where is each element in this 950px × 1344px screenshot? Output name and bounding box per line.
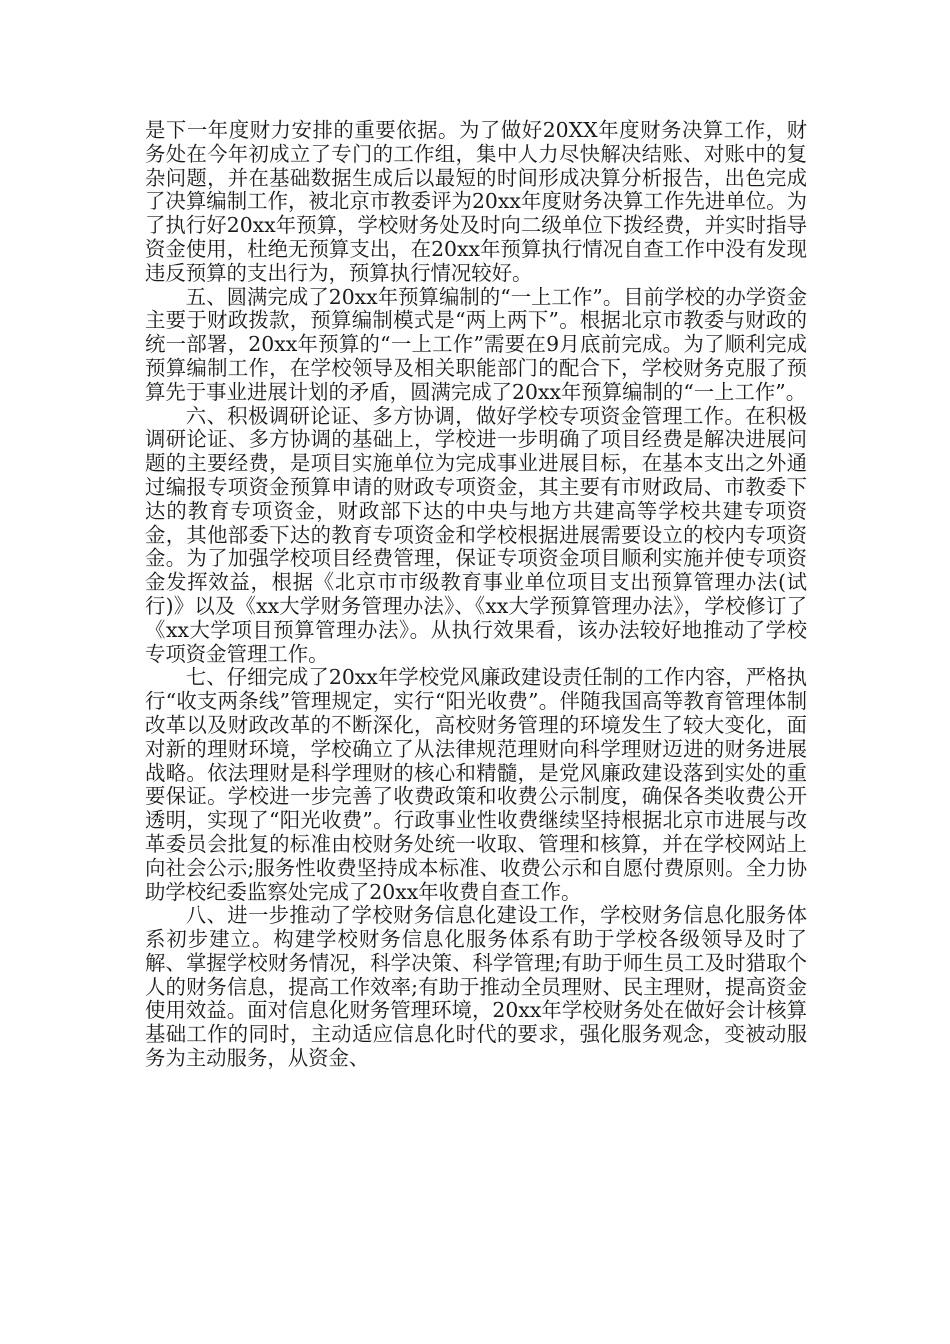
paragraph-section-six: 六、积极调研论证、多方协调，做好学校专项资金管理工作。在积极调研论证、多方协调的基础上，学校进一步明确了项目经费是解决进展问题的主要经费，是项目实施单位为完成事业进展目标，在基本支出之外通过编报专项资金预算申请的财政专项资金，其主要有市财政局、市教委下达的教育专项资金，财政部下达的中央与地方共建高等学校共建专项资金，其他部委下达的教育专项资金和学校根据进展需要设立的校内专项资金。为了加强学校项目经费管理，保证专项资金项目顺利实施并使专项资金发挥效益，根据《北京市市级教育事业单位项目支出预算管理办法(试行)》以及《xx大学财务管理办法》、《xx大学预算管理办法》，学校修订了《xx大学项目预算管理办法》。从执行效果看，该办法较好地推动了学校专项资金管理工作。	[145, 403, 807, 666]
document-body	[145, 119, 807, 1071]
paragraph-section-seven: 七、仔细完成了20xx年学校党风廉政建设责任制的工作内容，严格执行“收支两条线”管理规定，实行“阳光收费”。伴随我国高等教育管理体制改革以及财政改革的不断深化，高校财务管理的环境发生了较大变化，面对新的理财环境，学校确立了从法律规范理财向科学理财迈进的财务进展战略。依法理财是科学理财的核心和精髓，是党风廉政建设落到实处的重要保证。学校进一步完善了收费政策和收费公示制度，确保各类收费公开透明，实现了“阳光收费”。行政事业性收费继续坚持根据北京市进展与改革委员会批复的标准由校财务处统一收取、管理和核算，并在学校网站上向社会公示;服务性收费坚持成本标准、收费公示和自愿付费原则。全力协助学校纪委监察处完成了20xx年收费自查工作。	[145, 665, 807, 904]
paragraph-budget-final-accounts: 是下一年度财力安排的重要依据。为了做好20XX年度财务决算工作，财务处在今年初成立了专门的工作组，集中人力尽快解决结账、对账中的复杂问题，并在基础数据生成后以最短的时间形成决算分析报告，出色完成了决算编制工作，被北京市教委评为20xx年度财务决算工作先进单位。为了执行好20xx年预算，学校财务处及时向二级单位下拨经费，并实时指导资金使用，杜绝无预算支出，在20xx年预算执行情况自查工作中没有发现违反预算的支出行为，预算执行情况较好。	[145, 118, 807, 285]
paragraph-section-eight: 八、进一步推动了学校财务信息化建设工作，学校财务信息化服务体系初步建立。构建学校财务信息化服务体系有助于学校各级领导及时了解、掌握学校财务情况，科学决策、科学管理;有助于师生员工及时猎取个人的财务信息，提高工作效率;有助于推动全员理财、民主理财，提高资金使用效益。面对信息化财务管理环境，20xx年学校财务处在做好会计核算基础工作的同时，主动适应信息化时代的要求，强化服务观念，变被动服务为主动服务，从资金、	[145, 903, 807, 1071]
paragraph-section-five: 五、圆满完成了20xx年预算编制的“一上工作”。目前学校的办学资金主要于财政拨款，预算编制模式是“两上两下”。根据北京市教委与财政的统一部署，20xx年预算的“一上工作”需要在9月底前完成。为了顺利完成预算编制工作，在学校领导及相关职能部门的配合下，学校财务克服了预算先于事业进展计划的矛盾，圆满完成了20xx年预算编制的“一上工作”。	[145, 284, 807, 404]
